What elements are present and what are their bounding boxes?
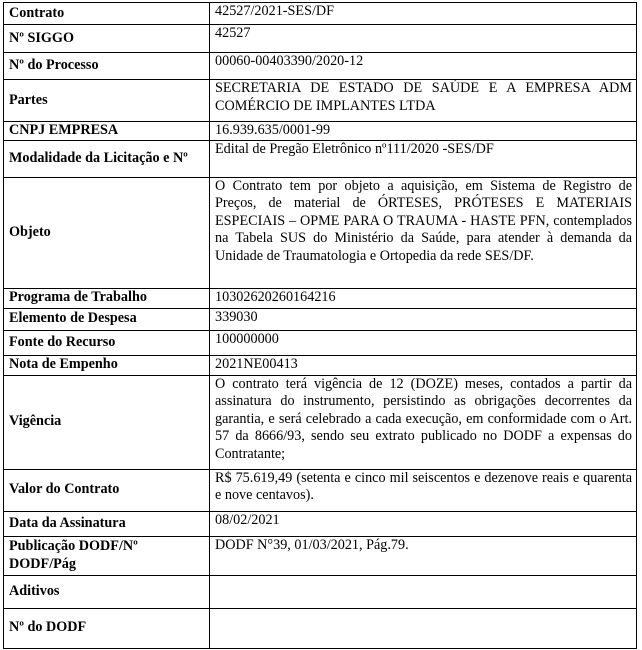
row-cnpj: [4, 122, 637, 141]
value-elemento: 339030: [210, 308, 637, 330]
label-processo: Nº do Processo: [4, 53, 210, 80]
label-modalidade: Modalidade da Licitação e Nº: [4, 140, 210, 177]
value-vigencia: O contrato terá vigência de 12 (DOZE) meses, contados a partir da assinatura do instrumento, persistindo as obrigações decorrentes da garantia, e será celebrado a cada execução, em conformidade com o Art. 57 da 8666/93, sendo seu extrato publicado no DODF a expensas do Contratante;: [210, 375, 637, 469]
row-valor: [4, 469, 637, 511]
value-contrato: 42527/2021-SES/DF: [210, 3, 637, 25]
row-publicacao: [4, 536, 637, 575]
label-cnpj: CNPJ EMPRESA: [4, 122, 210, 141]
row-programa: [4, 288, 637, 308]
row-modalidade: [4, 140, 637, 177]
label-programa: Programa de Trabalho: [4, 288, 210, 308]
row-empenho: [4, 355, 637, 375]
row-aditivos: [4, 575, 637, 608]
value-valor: R$ 75.619,49 (setenta e cinco mil seiscentos e dezenove reais e quarenta e nove centavos).: [210, 469, 637, 511]
value-cnpj: 16.939.635/0001-99: [210, 122, 637, 141]
row-numero-dodf: [4, 608, 637, 648]
row-fonte: [4, 330, 637, 355]
label-siggo: Nº SIGGO: [4, 25, 210, 53]
value-partes: SECRETARIA DE ESTADO DE SAÚDE E A EMPRESA ADM COMÉRCIO DE IMPLANTES LTDA: [210, 80, 637, 122]
label-objeto: Objeto: [4, 177, 210, 288]
label-vigencia: Vigência: [4, 375, 210, 469]
value-fonte: 100000000: [210, 330, 637, 355]
label-contrato: Contrato: [4, 3, 210, 25]
label-publicacao: [4, 536, 210, 575]
label-fonte: Fonte do Recurso: [4, 330, 210, 355]
value-programa: 10302620260164216: [210, 288, 637, 308]
row-elemento: [4, 308, 637, 330]
value-aditivos: [210, 575, 637, 608]
value-publicacao: DODF N°39, 01/03/2021, Pág.79.: [210, 536, 637, 575]
label-empenho: Nota de Empenho: [4, 355, 210, 375]
row-vigencia: [4, 375, 637, 469]
label-partes: Partes: [4, 80, 210, 122]
row-processo: [4, 53, 637, 80]
value-modalidade: Edital de Pregão Eletrônico nº111/2020 -SES/DF: [210, 140, 637, 177]
value-data-assinatura: 08/02/2021: [210, 511, 637, 536]
label-valor: Valor do Contrato: [4, 469, 210, 511]
value-numero-dodf: [210, 608, 637, 648]
row-data-assinatura: [4, 511, 637, 536]
label-numero-dodf: Nº do DODF: [4, 608, 210, 648]
row-objeto: [4, 177, 637, 288]
row-siggo: [4, 25, 637, 53]
value-empenho: 2021NE00413: [210, 355, 637, 375]
label-publicacao-line2: DODF/Pág: [9, 555, 76, 572]
row-contrato: [4, 3, 637, 25]
label-elemento: Elemento de Despesa: [4, 308, 210, 330]
label-aditivos: Aditivos: [4, 575, 210, 608]
row-partes: [4, 80, 637, 122]
label-data-assinatura: Data da Assinatura: [4, 511, 210, 536]
value-objeto: O Contrato tem por objeto a aquisição, em Sistema de Registro de Preços, de material de ÓRTESES, PRÓTESES E MATERIAIS ESPECIAIS – OPME PARA O TRAUMA - HASTE PFN, contemplados na Tabela SUS do Ministério da Saúde, para atender à demanda da Unidade de Traumatologia e Ortopedia da rede SES/DF.: [210, 177, 637, 288]
label-publicacao-line1: Publicação DODF/Nº: [9, 538, 138, 554]
value-processo: 00060-00403390/2020-12: [210, 53, 637, 80]
value-siggo: 42527: [210, 25, 637, 53]
contract-summary-table: [3, 2, 637, 649]
